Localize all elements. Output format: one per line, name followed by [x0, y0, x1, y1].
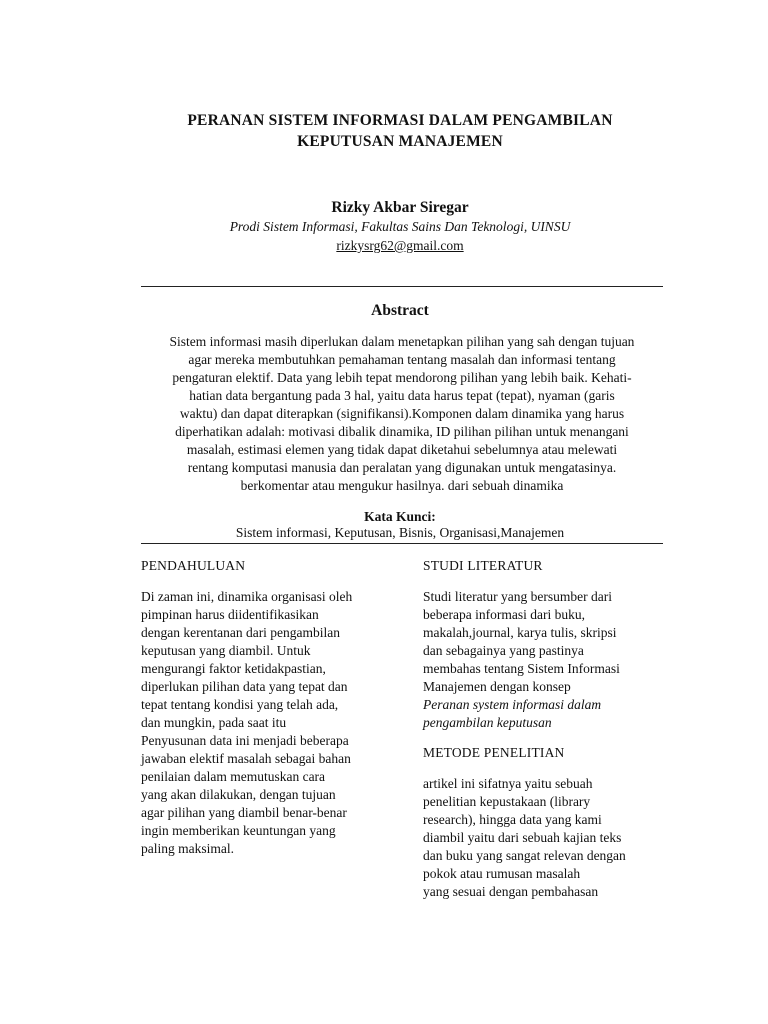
body-line: dan mungkin, pada saat itu: [141, 715, 287, 730]
pendahuluan-heading: PENDAHULUAN: [141, 558, 246, 573]
body-line: Di zaman ini, dinamika organisasi oleh: [141, 589, 353, 604]
keywords-heading: Kata Kunci:: [364, 509, 436, 524]
abstract-line: Sistem informasi masih diperlukan dalam menetapkan pilihan yang sah dengan tujuan: [169, 334, 635, 349]
body-line: Penyusunan data ini menjadi beberapa: [141, 733, 349, 748]
body-line: diperlukan pilihan data yang tepat dan: [141, 679, 348, 694]
abstract-line: diperhatikan adalah: motivasi dibalik dinamika, ID pilihan pilihan untuk menangani: [175, 424, 629, 439]
studi-literatur-heading: STUDI LITERATUR: [423, 558, 543, 573]
body-line: diambil yaitu dari sebuah kajian teks: [423, 830, 622, 845]
body-line: makalah,journal, karya tulis, skripsi: [423, 625, 617, 640]
body-line: pokok atau rumusan masalah: [423, 866, 581, 881]
abstract-line: pengaturan elektif. Data yang lebih tepat mendorong pilihan yang lebih baik. Kehati-: [172, 370, 632, 385]
body-line: research), hingga data yang kami: [423, 812, 602, 827]
body-line: agar pilihan yang diambil benar-benar: [141, 805, 347, 820]
author-affiliation: Prodi Sistem Informasi, Fakultas Sains Dan Teknologi, UINSU: [229, 219, 571, 234]
section-divider: [141, 543, 663, 544]
body-line: yang sesuai dengan pembahasan: [423, 884, 599, 899]
body-line: dengan kerentanan dari pengambilan: [141, 625, 341, 640]
abstract-line: berkomentar atau mengukur hasilnya. dari sebuah dinamika: [240, 478, 564, 493]
body-line: mengurangi faktor ketidakpastian,: [141, 661, 326, 676]
metode-body: [423, 775, 668, 901]
body-line: Manajemen dengan konsep: [423, 679, 571, 694]
body-line: tepat tentang kondisi yang telah ada,: [141, 697, 339, 712]
pendahuluan-body: [141, 588, 391, 858]
abstract-line: waktu) dan dapat diterapkan (signifikansi).Komponen dalam dinamika yang harus: [179, 406, 625, 421]
paper-title: [100, 110, 700, 152]
body-line: ingin memberikan keuntungan yang: [141, 823, 336, 838]
keywords-list: Sistem informasi, Keputusan, Bisnis, Organisasi,Manajemen: [235, 525, 565, 540]
body-line: Studi literatur yang bersumber dari: [423, 589, 612, 604]
body-line: artikel ini sifatnya yaitu sebuah: [423, 776, 593, 791]
body-line: beberapa informasi dari buku,: [423, 607, 585, 622]
abstract-line: rentang komputasi manusia dan peralatan yang digunakan untuk mengatasinya.: [187, 460, 617, 475]
body-line: paling maksimal.: [141, 841, 234, 856]
body-line: dan sebagainya yang pastinya: [423, 643, 584, 658]
body-line: penelitian kepustakaan (library: [423, 794, 591, 809]
title-line-2: KEPUTUSAN MANAJEMEN: [297, 133, 503, 150]
body-line: membahas tentang Sistem Informasi: [423, 661, 620, 676]
title-line-1: PERANAN SISTEM INFORMASI DALAM PENGAMBILAN: [187, 112, 613, 129]
abstract-line: agar mereka membutuhkan pemahaman tentang masalah dan informasi tentang: [188, 352, 616, 367]
author-name: Rizky Akbar Siregar: [331, 199, 469, 216]
body-line: dan buku yang sangat relevan dengan: [423, 848, 626, 863]
email-link[interactable]: rizkysrg62@gmail.com: [336, 238, 464, 253]
abstract-line: masalah, estimasi elemen yang tidak dapat diketahui sebelumnya atau melewati: [186, 442, 618, 457]
studi-literatur-body: [423, 588, 668, 732]
body-line: keputusan yang diambil. Untuk: [141, 643, 311, 658]
metode-heading: METODE PENELITIAN: [423, 745, 565, 760]
top-divider: [141, 286, 663, 287]
abstract-heading: Abstract: [371, 302, 429, 319]
body-line: jawaban elektif masalah sebagai bahan: [141, 751, 351, 766]
body-line-italic: pengambilan keputusan: [423, 715, 552, 730]
body-line: penilaian dalam memutuskan cara: [141, 769, 326, 784]
body-line-italic: Peranan system informasi dalam: [423, 697, 602, 712]
body-line: yang akan dilakukan, dengan tujuan: [141, 787, 336, 802]
author-email[interactable]: [0, 238, 768, 254]
abstract-line: hatian data bergantung pada 3 hal, yaitu data harus tepat (tepat), nyaman (garis: [189, 388, 615, 403]
abstract-body: [141, 333, 663, 495]
body-line: pimpinan harus diidentifikasikan: [141, 607, 319, 622]
